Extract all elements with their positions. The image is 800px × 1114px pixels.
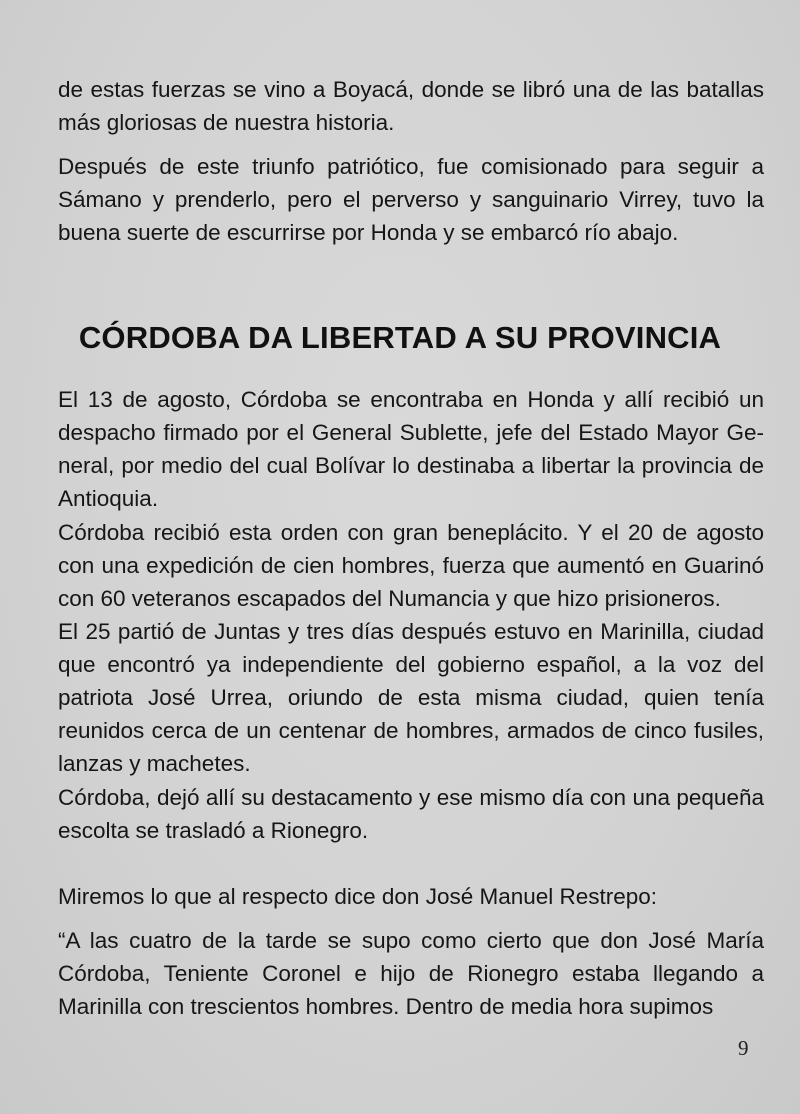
paragraph-samano: Después de este triunfo patriótico, fue comisionado para seguir a Sámano y prenderlo, pero el perverso y sanguinario Virrey, tuvo la buena suerte de escurrirse por Honda y se embarcó río abajo.	[58, 154, 764, 245]
paragraph-rionegro: Córdoba, dejó allí su destacamento y ese mismo día con una pequeña escolta se trasladó a Rionegro.	[58, 785, 764, 843]
section-heading: CÓRDOBA DA LIBERTAD A SU PROVINCIA	[78, 320, 722, 355]
page-number: 9	[738, 1036, 749, 1060]
paragraph-expedicion: Córdoba recibió esta orden con gran beneplácito. Y el 20 de agosto con una expedición de cien hombres, fuerza que aumentó en Guarinó con 60 veteranos escapados del Numancia y que hizo prisioneros.	[58, 520, 764, 611]
paragraph-marinilla: El 25 partió de Juntas y tres días después estuvo en Marinilla, ciudad que encontró ya independiente del gobierno español, a la voz del patriota José Urrea, oriundo de esta misma ciudad, quien tenía reunidos cerca de un centenar de hombres, armados de cinco fusiles, lanzas y machetes.	[58, 619, 764, 776]
paragraph-restrepo-intro: Miremos lo que al respecto dice don José Manuel Restrepo:	[58, 884, 658, 909]
paragraph-honda: El 13 de agosto, Córdoba se encontraba en Honda y allí recibió un despacho firmado por el General Sublette, jefe del Estado Mayor General, por medio del cual Bolívar lo destinaba a libertar la provincia de Antioquia.	[58, 387, 764, 511]
paragraph-boyaca: de estas fuerzas se vino a Boyacá, donde se libró una de las batallas más gloriosas de nuestra historia.	[58, 77, 764, 135]
paragraph-quote: “A las cuatro de la tarde se supo como cierto que don José María Córdoba, Teniente Coronel e hijo de Rionegro estaba llegando a Marinilla con trescientos hombres. Dentro de media hora supimos	[58, 928, 764, 1019]
